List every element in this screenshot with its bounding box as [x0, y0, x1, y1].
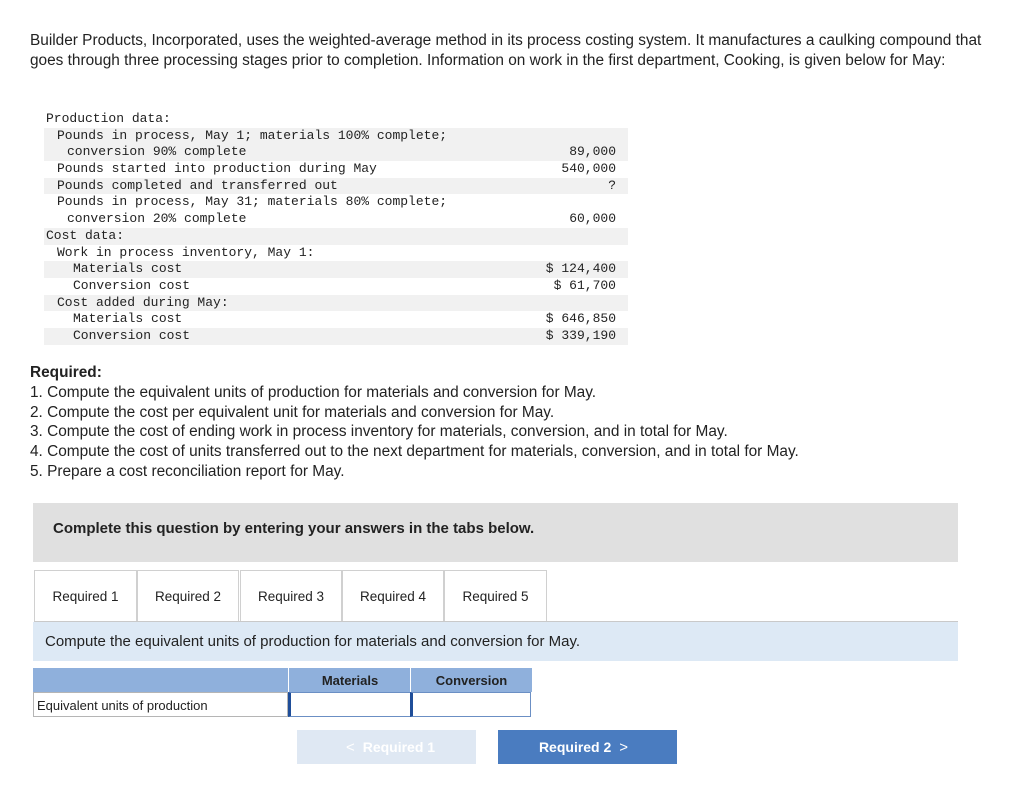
production-row-label: Conversion cost — [73, 277, 191, 293]
production-row — [44, 128, 628, 145]
production-row-label: Pounds in process, May 1; materials 100% complete; — [57, 127, 448, 143]
prev-button-label: Required 1 — [362, 739, 436, 755]
production-row-label: Cost added during May: — [57, 294, 229, 310]
next-button-label: Required 2 — [538, 739, 612, 755]
production-row-label: Production data: — [46, 111, 171, 126]
production-row — [44, 228, 628, 245]
instruction-panel — [33, 503, 958, 562]
production-row — [44, 261, 628, 278]
materials-input[interactable] — [288, 692, 411, 717]
header-materials: Materials — [288, 668, 411, 692]
production-row — [44, 311, 628, 328]
production-row — [44, 278, 628, 295]
question-text: Compute the equivalent units of production for materials and conversion for May. — [45, 633, 581, 650]
required-section — [30, 363, 1010, 482]
production-row-label: Cost data: — [46, 227, 125, 243]
problem-intro: Builder Products, Incorporated, uses the weighted-average method in its process costing system. It manufactures a caulking compound that goes through three processing stages prior to completion. Information on work in the first department, Cooking, is given below for May: — [30, 32, 982, 69]
production-row — [44, 111, 628, 128]
tab-required-4[interactable]: Required 4 — [342, 570, 444, 622]
required-item-4: 4. Compute the cost of units transferred out to the next department for materials, conversion, and in total for May. — [30, 443, 799, 461]
chevron-right-icon: > — [619, 738, 629, 756]
chevron-left-icon: < — [345, 738, 355, 756]
required-item-5: 5. Prepare a cost reconciliation report for May. — [30, 462, 345, 480]
question-bar — [33, 622, 958, 661]
next-button[interactable] — [498, 730, 677, 764]
production-row-label: Pounds started into production during May — [57, 161, 377, 177]
production-row-label: Pounds in process, May 31; materials 80% complete; — [57, 194, 448, 210]
row-label-equivalent-units: Equivalent units of production — [33, 692, 288, 717]
production-row-label: Pounds completed and transferred out — [57, 177, 338, 193]
production-row-value: 60,000 — [569, 211, 616, 227]
production-row-value: ? — [608, 177, 616, 193]
header-blank-cell — [33, 668, 288, 692]
production-row — [44, 161, 628, 178]
production-data-table — [44, 111, 628, 345]
production-row-value: $ 61,700 — [553, 277, 616, 293]
production-row — [44, 178, 628, 195]
prev-button[interactable] — [297, 730, 476, 764]
production-row-label: Materials cost — [73, 311, 183, 327]
required-item-2: 2. Compute the cost per equivalent unit for materials and conversion for May. — [30, 403, 555, 421]
production-row-label: conversion 20% complete — [67, 211, 247, 227]
tab-required-2[interactable]: Required 2 — [137, 570, 239, 622]
production-row-label: Work in process inventory, May 1: — [57, 244, 315, 260]
production-row — [44, 194, 628, 211]
production-row — [44, 328, 628, 345]
production-row-label: conversion 90% complete — [67, 144, 247, 160]
instruction-text: Complete this question by entering your answers in the tabs below. — [53, 520, 535, 537]
production-row-value: 540,000 — [561, 161, 616, 177]
production-row — [44, 245, 628, 262]
tab-required-3[interactable]: Required 3 — [240, 570, 342, 622]
production-row-value: $ 646,850 — [545, 311, 616, 327]
production-row-label: Materials cost — [73, 261, 183, 277]
production-row-value: $ 124,400 — [545, 261, 616, 277]
tab-required-1[interactable]: Required 1 — [34, 570, 137, 622]
required-heading: Required: — [30, 364, 102, 381]
production-row — [44, 295, 628, 312]
tab-required-5[interactable]: Required 5 — [444, 570, 547, 622]
header-conversion: Conversion — [410, 668, 532, 692]
production-row — [44, 211, 628, 228]
required-item-3: 3. Compute the cost of ending work in process inventory for materials, conversion, and in total for May. — [30, 423, 728, 441]
production-row-value: 89,000 — [569, 144, 616, 160]
production-row — [44, 144, 628, 161]
production-row-label: Conversion cost — [73, 327, 191, 343]
production-row-value: $ 339,190 — [545, 327, 616, 343]
required-item-1: 1. Compute the equivalent units of production for materials and conversion for May. — [30, 383, 597, 401]
conversion-input[interactable] — [410, 692, 531, 717]
